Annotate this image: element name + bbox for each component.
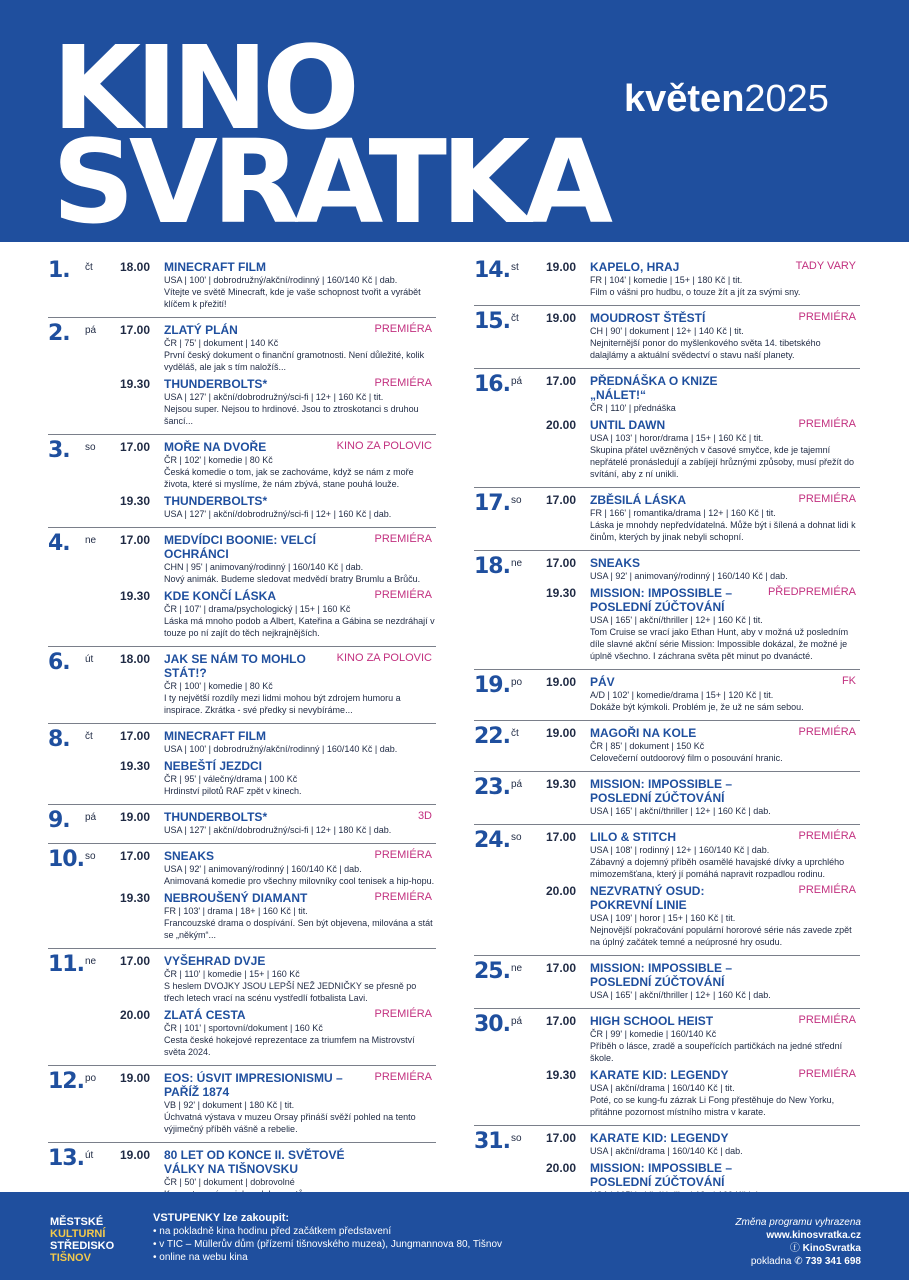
month-label (624, 78, 829, 121)
film-description: Francouzské drama o dospívání. Sen být objevena, milována a stát se „někým“... (164, 918, 433, 940)
day-name: so (85, 442, 96, 453)
screening[interactable] (474, 1131, 860, 1157)
film-tag: PREMIÉRA (798, 1014, 856, 1026)
screening-time: 17.00 (546, 493, 577, 507)
ticket-title: VSTUPENKY lze zakoupit: (153, 1212, 290, 1224)
film-tag: TADY VARY (795, 260, 856, 272)
film-tag: PREMIÉRA (374, 589, 432, 601)
day-number: 13. (48, 1146, 84, 1171)
screening-time: 19.00 (546, 675, 577, 689)
day-block (474, 1009, 860, 1126)
day-number: 31. (474, 1129, 510, 1154)
day-block (48, 805, 436, 844)
film-meta: USA | 103' | horor/drama | 15+ | 160 Kč | tit. (590, 433, 764, 443)
year: 2025 (744, 78, 829, 120)
ticket-line: • v TIC – Müllerův dům (přízemí tišnovského muzea), Jungmannova 80, Tišnov (153, 1239, 503, 1250)
screening[interactable] (474, 726, 860, 764)
screening-time: 20.00 (120, 1008, 151, 1022)
film-meta: USA | 127' | akční/dobrodružný/sci-fi | 12+ | 180 Kč | dab. (164, 825, 392, 835)
screening[interactable] (48, 377, 436, 427)
day-name: čt (85, 262, 93, 273)
film-tag: PREMIÉRA (798, 726, 856, 738)
film-title[interactable]: EOS: ÚSVIT IMPRESIONISMU – PAŘÍŽ 1874 (164, 1071, 343, 1099)
film-meta: USA | 165' | akční/thriller | 12+ | 160 Kč | dab. (590, 806, 771, 816)
day-number: 1. (48, 258, 70, 283)
screening-time: 17.00 (120, 849, 151, 863)
day-name: po (85, 1073, 97, 1084)
film-meta: ČR | 102' | komedie | 80 Kč (164, 455, 273, 465)
screening[interactable] (474, 675, 860, 713)
film-title[interactable]: ZBĚSILÁ LÁSKA (590, 493, 686, 507)
screening-time: 17.00 (546, 1014, 577, 1028)
notice: Změna programu vyhrazena (735, 1217, 861, 1228)
film-title[interactable]: KAPELO, HRAJ (590, 260, 680, 274)
screening-time: 19.30 (120, 759, 151, 773)
film-meta: A/D | 102' | komedie/drama | 15+ | 120 Kč | tit. (590, 690, 774, 700)
logo-word: KULTURNÍ (50, 1228, 106, 1240)
film-description: Poté, co se kung-fu zázrak Li Fong přestěhuje do New Yorku, přitáhne pozornost místního mistra v karate. (590, 1095, 835, 1117)
day-name: čt (85, 731, 93, 742)
film-title[interactable]: KDE KONČÍ LÁSKA (164, 589, 277, 603)
screening[interactable] (48, 759, 436, 797)
film-title[interactable]: ZLATÝ PLÁN (164, 323, 238, 337)
day-name: st (511, 262, 519, 273)
day-block (474, 721, 860, 772)
day-block (48, 949, 436, 1066)
film-meta: FR | 104' | komedie | 15+ | 180 Kč | tit. (590, 275, 743, 285)
day-number: 9. (48, 808, 70, 833)
ticket-line: • na pokladně kina hodinu před začátkem představení (153, 1226, 392, 1237)
screening[interactable] (474, 586, 860, 662)
phone-label: pokladna (750, 1256, 792, 1267)
film-title[interactable]: SNEAKS (590, 556, 641, 570)
film-meta: USA | 108' | rodinný | 12+ | 160/140 Kč | dab. (590, 845, 770, 855)
film-meta: ČR | 100' | komedie | 80 Kč (164, 681, 273, 691)
program-column-left (48, 255, 436, 1208)
film-tag: 3D (417, 810, 432, 822)
screening-time: 19.00 (546, 726, 577, 740)
film-meta: FR | 103' | drama | 18+ | 160 Kč | tit. (164, 906, 308, 916)
website-link[interactable]: www.kinosvratka.cz (766, 1230, 861, 1241)
film-title[interactable]: ZLATÁ CESTA (164, 1008, 246, 1022)
day-number: 24. (474, 828, 510, 853)
film-description: Nejniternější ponor do myšlenkového světa 14. tibetského dalajlámy a aktuální svědectví o stavu naší planety. (590, 338, 821, 360)
screening[interactable] (48, 260, 436, 310)
screening-time: 17.00 (120, 533, 151, 547)
film-meta: USA | 165' | akční/thriller | 12+ | 160 Kč | dab. (590, 990, 771, 1000)
film-title[interactable]: HIGH SCHOOL HEIST (590, 1014, 714, 1028)
film-title[interactable]: MISSION: IMPOSSIBLE – POSLEDNÍ ZÚČTOVÁNÍ (590, 586, 733, 614)
film-tag: PREMIÉRA (798, 1068, 856, 1080)
film-title[interactable]: KARATE KID: LEGENDY (590, 1131, 729, 1145)
day-block (474, 772, 860, 825)
film-description: Celovečerní outdoorový film o posouvání hranic. (590, 753, 783, 763)
day-block (48, 647, 436, 724)
film-description: S heslem DVOJKY JSOU LEPŠÍ NEŽ JEDNIČKY se přesně po třech letech vrací na scénu vystředlí fotbalista Lavi. (164, 981, 417, 1003)
film-tag: PREMIÉRA (374, 891, 432, 903)
film-tag: PREMIÉRA (374, 849, 432, 861)
film-description: Nejsou super. Nejsou to hrdinové. Jsou to ztroskotanci s druhou šancí... (164, 404, 419, 426)
screening-time: 19.00 (120, 1071, 151, 1085)
screening-time: 17.00 (546, 556, 577, 570)
screening-time: 20.00 (546, 418, 577, 432)
day-block (474, 551, 860, 670)
film-title[interactable]: MINECRAFT FILM (164, 260, 266, 274)
phone-number[interactable]: 739 341 698 (805, 1256, 861, 1267)
film-meta: USA | 100' | dobrodružný/akční/rodinný | 160/140 Kč | dab. (164, 275, 398, 285)
film-title[interactable]: UNTIL DAWN (590, 418, 666, 432)
film-title[interactable]: THUNDERBOLTS* (164, 494, 268, 508)
screening[interactable] (48, 891, 436, 941)
film-title[interactable]: NEBROUŠENÝ DIAMANT (164, 891, 308, 905)
screening[interactable] (474, 556, 860, 582)
logo-word: MĚSTSKÉ (50, 1216, 104, 1228)
screening[interactable] (474, 884, 860, 948)
day-number: 10. (48, 847, 84, 872)
screening[interactable] (474, 260, 860, 298)
screening[interactable] (48, 440, 436, 490)
day-block (48, 844, 436, 949)
day-block (48, 435, 436, 528)
day-block (48, 255, 436, 318)
film-description: Vítejte ve světě Minecraft, kde je vaše schopnost tvořit a vyrábět klíčem k přežití! (164, 287, 421, 309)
day-number: 15. (474, 309, 510, 334)
day-number: 12. (48, 1069, 84, 1094)
day-block (474, 306, 860, 369)
film-meta: USA | 127' | akční/dobrodružný/sci-fi | 12+ | 160 Kč | dab. (164, 509, 392, 519)
film-description: Láska je mnohdy nepředvídatelná. Může být i šílená a dohnat lidi k činům, kterých by jinak nebyli schopní. (590, 520, 856, 542)
day-name: ne (85, 535, 97, 546)
screening[interactable] (474, 311, 860, 361)
film-tag: KINO ZA POLOVIC (336, 652, 432, 664)
film-title[interactable]: JAK SE NÁM TO MOHLO STÁT!? (164, 652, 306, 680)
logo-word: STŘEDISKO (50, 1240, 115, 1252)
film-title[interactable]: MISSION: IMPOSSIBLE – POSLEDNÍ ZÚČTOVÁNÍ (590, 961, 733, 989)
film-description: Dokáže být kýmkoli. Problém je, že už ne sám sebou. (590, 702, 804, 712)
screening[interactable] (474, 418, 860, 480)
day-name: so (85, 851, 96, 862)
screening-time: 18.00 (120, 652, 151, 666)
screening-time: 19.30 (546, 586, 577, 600)
screening-time: 19.30 (120, 377, 151, 391)
film-description: Příběh o lásce, zradě a soupeřících partičkách na jedné střední škole. (590, 1041, 843, 1063)
screening-time: 19.00 (546, 311, 577, 325)
film-meta: ČR | 75' | dokument | 140 Kč (164, 338, 279, 348)
film-tag: PREMIÉRA (798, 830, 856, 842)
film-tag: PREMIÉRA (798, 418, 856, 430)
day-block (474, 670, 860, 721)
film-tag: PREMIÉRA (798, 493, 856, 505)
film-meta: ČR | 50' | dokument | dobrovolné (164, 1177, 295, 1187)
phone-icon: ✆ (794, 1256, 803, 1267)
film-title[interactable]: SNEAKS (164, 849, 215, 863)
day-name: pá (511, 779, 523, 790)
screening-time: 20.00 (546, 1161, 577, 1175)
film-meta: USA | 100' | dobrodružný/akční/rodinný | 160/140 Kč | dab. (164, 744, 398, 754)
film-title[interactable]: THUNDERBOLTS* (164, 377, 268, 391)
day-block (48, 724, 436, 805)
film-tag: PREMIÉRA (374, 377, 432, 389)
day-name: so (511, 495, 522, 506)
screening-time: 17.00 (546, 374, 577, 388)
film-description: Nejnovější pokračování populární hororové série nás zavede zpět na úplný začátek temné a neúprosné hry osudu. (590, 925, 852, 947)
screening-time: 19.30 (120, 589, 151, 603)
day-name: so (511, 832, 522, 843)
day-block (474, 825, 860, 956)
film-meta: USA | 92' | animovaný/rodinný | 160/140 Kč | dab. (164, 864, 362, 874)
screening-time: 17.00 (546, 961, 577, 975)
film-title[interactable]: LILO & STITCH (590, 830, 676, 844)
screening[interactable] (474, 777, 860, 817)
screening-time: 19.30 (546, 1068, 577, 1082)
screening[interactable] (474, 961, 860, 1001)
film-title[interactable]: MOŘE NA DVOŘE (164, 440, 267, 454)
screening[interactable] (474, 374, 860, 414)
film-title[interactable]: VYŠEHRAD DVJE (164, 954, 266, 968)
day-number: 3. (48, 438, 70, 463)
day-number: 14. (474, 258, 510, 283)
day-name: ne (511, 963, 523, 974)
month-name: květen (624, 78, 745, 120)
day-name: čt (511, 313, 519, 324)
film-tag: FK (841, 675, 856, 687)
day-name: čt (511, 728, 519, 739)
logo-line-1: KINO (52, 22, 354, 156)
film-meta: CH | 90' | dokument | 12+ | 140 Kč | tit. (590, 326, 744, 336)
screening-time: 17.00 (546, 1131, 577, 1145)
film-tag: PREMIÉRA (374, 1008, 432, 1020)
facebook-link[interactable]: KinoSvratka (802, 1243, 861, 1254)
film-meta: VB | 92' | dokument | 180 Kč | tit. (164, 1100, 295, 1110)
film-tag: PREMIÉRA (374, 533, 432, 545)
footer (0, 1192, 909, 1280)
day-number: 23. (474, 775, 510, 800)
screening[interactable] (474, 493, 860, 543)
day-number: 11. (48, 952, 84, 977)
film-description: Česká komedie o tom, jak se zachováme, když se nám z moře života, které si myslíme, že nám zbývá, stane pouhá louže. (164, 467, 414, 489)
screening[interactable] (48, 589, 436, 639)
screening[interactable] (48, 533, 436, 585)
film-meta: ČR | 101' | sportovní/dokument | 160 Kč (164, 1023, 323, 1033)
screening[interactable] (48, 729, 436, 755)
film-title[interactable]: KARATE KID: LEGENDY (590, 1068, 729, 1082)
organizer-logo (50, 1216, 114, 1264)
screening-time: 19.00 (120, 810, 151, 824)
film-description: Láska má mnoho podob a Albert, Kateřina a Gábina se nezdráhají v touze po ní zajít do těch nejkrajnějších. (164, 616, 435, 638)
day-number: 22. (474, 724, 510, 749)
film-tag: PREMIÉRA (374, 1071, 432, 1083)
film-tag: PREMIÉRA (798, 884, 856, 896)
screening[interactable] (48, 323, 436, 373)
day-name: pá (85, 325, 97, 336)
screening[interactable] (474, 830, 860, 880)
film-description: Zábavný a dojemný příběh osamělé havajské dívky a uprchlého mimozemšťana, který jí pomáhá napravit rozpadlou rodinu. (590, 857, 845, 879)
film-meta: USA | akční/drama | 160/140 Kč | dab. (590, 1146, 743, 1156)
film-title[interactable]: NEZVRATNÝ OSUD: POKREVNÍ LINIE (590, 884, 705, 912)
ticket-line: • online na webu kina (153, 1252, 248, 1263)
film-title[interactable]: PŘEDNÁŠKA O KNIZE „NÁLET!“ (590, 374, 718, 402)
day-number: 6. (48, 650, 70, 675)
film-description: Hrdinství pilotů RAF zpět v kinech. (164, 786, 302, 796)
film-description: Cesta české hokejové reprezentace za triumfem na Mistrovství světa 2024. (164, 1035, 415, 1057)
screening[interactable] (48, 954, 436, 1004)
film-meta: ČR | 99' | komedie | 160/140 Kč (590, 1029, 717, 1039)
day-name: ne (85, 956, 97, 967)
film-title[interactable]: MEDVÍDCI BOONIE: VELCÍ OCHRÁNCI (164, 533, 317, 561)
film-meta: USA | akční/drama | 160/140 Kč | tit. (590, 1083, 735, 1093)
film-meta: FR | 166' | romantika/drama | 12+ | 160 Kč | tit. (590, 508, 776, 518)
day-number: 16. (474, 372, 510, 397)
day-block (474, 956, 860, 1009)
day-name: út (85, 1150, 94, 1161)
screening-time: 19.30 (546, 777, 577, 791)
day-number: 25. (474, 959, 510, 984)
screening-time: 19.30 (120, 494, 151, 508)
day-name: pá (511, 376, 523, 387)
screening[interactable] (48, 652, 436, 716)
film-description: Tom Cruise se vrací jako Ethan Hunt, aby v možná už posledním díle slavné akční série Mission: Impossible dokázal, že možné je úplně všechno. I záchrana světa pět minut po dvanácté. (590, 627, 849, 661)
screening[interactable] (48, 1071, 436, 1135)
screening-time: 17.00 (120, 954, 151, 968)
film-title[interactable]: MOUDROST ŠTĚSTÍ (590, 311, 706, 325)
ticket-info (153, 1212, 502, 1264)
film-description: Film o vášni pro hudbu, o touze žít a jít za svými sny. (590, 287, 801, 297)
film-description: Animovaná komedie pro všechny milovníky cool tenisek a hip-hopu. (164, 876, 435, 886)
screening-time: 18.00 (120, 260, 151, 274)
screening-time: 19.30 (120, 891, 151, 905)
day-number: 2. (48, 321, 70, 346)
screening-time: 17.00 (546, 830, 577, 844)
film-meta: ČR | 110' | komedie | 15+ | 160 Kč (164, 969, 300, 979)
film-description: Skupina přátel uvězněných v časové smyčce, kde je tajemní nepřátelé pronásledují a zabíjejí hrůznými způsoby, musí přežít do svítání, aby z ní unikli. (590, 445, 854, 479)
film-meta: USA | 92' | animovaný/rodinný | 160/140 Kč | dab. (590, 571, 788, 581)
screening[interactable] (48, 810, 436, 836)
facebook-icon: ⓕ (789, 1243, 800, 1254)
day-block (474, 369, 860, 488)
screening-time: 20.00 (546, 884, 577, 898)
day-block (48, 1066, 436, 1143)
day-block (474, 488, 860, 551)
film-meta: ČR | 85' | dokument | 150 Kč (590, 741, 705, 751)
day-number: 8. (48, 727, 70, 752)
program-column-right (474, 255, 860, 1209)
film-title[interactable]: MAGOŘI NA KOLE (590, 726, 697, 740)
film-tag: PREMIÉRA (374, 323, 432, 335)
day-name: po (511, 677, 523, 688)
film-description: Úchvatná výstava v muzeu Orsay přináší svěží pohled na tento výjimečný příběh vášně a rebelie. (164, 1112, 416, 1134)
screening-time: 17.00 (120, 440, 151, 454)
day-name: út (85, 654, 94, 665)
film-tag: KINO ZA POLOVIC (336, 440, 432, 452)
screening-time: 19.00 (120, 1148, 151, 1162)
film-description: Nový animák. Budeme sledovat medvědí bratry Brumlu a Brůču. (164, 574, 421, 584)
film-meta: USA | 165' | akční/thriller | 12+ | 160 Kč | tit. (590, 615, 763, 625)
film-meta: ČR | 110' | přednáška (590, 403, 676, 413)
day-number: 19. (474, 673, 510, 698)
screening-time: 17.00 (120, 729, 151, 743)
film-meta: CHN | 95' | animovaný/rodinný | 160/140 Kč | dab. (164, 562, 364, 572)
film-title[interactable]: THUNDERBOLTS* (164, 810, 268, 824)
day-name: so (511, 1133, 522, 1144)
day-number: 18. (474, 554, 510, 579)
contact-info (735, 1216, 861, 1268)
screening-time: 19.00 (546, 260, 577, 274)
screening[interactable] (48, 494, 436, 520)
logo-line-2: SVRATKA (52, 116, 608, 250)
day-number: 4. (48, 531, 70, 556)
day-number: 17. (474, 491, 510, 516)
screening[interactable] (474, 1014, 860, 1064)
film-title[interactable]: MINECRAFT FILM (164, 729, 266, 743)
day-name: pá (511, 1016, 523, 1027)
day-number: 30. (474, 1012, 510, 1037)
film-meta: USA | 127' | akční/dobrodružný/sci-fi | 12+ | 160 Kč | tit. (164, 392, 384, 402)
film-meta: USA | 109' | horor | 15+ | 160 Kč | tit. (590, 913, 736, 923)
film-meta: ČR | 95' | válečný/drama | 100 Kč (164, 774, 298, 784)
screening[interactable] (474, 1068, 860, 1118)
header-banner (0, 0, 909, 250)
film-title[interactable]: NEBEŠTÍ JEZDCI (164, 759, 263, 773)
film-meta: ČR | 107' | drama/psychologický | 15+ | 160 Kč (164, 604, 351, 614)
film-title[interactable]: 80 LET OD KONCE II. SVĚTOVÉ VÁLKY NA TIŠNOVSKU (164, 1148, 345, 1176)
screening[interactable] (48, 1008, 436, 1058)
logo-word: TIŠNOV (50, 1252, 91, 1264)
screening[interactable] (48, 849, 436, 887)
day-block (48, 528, 436, 647)
day-name: ne (511, 558, 523, 569)
day-block (474, 255, 860, 306)
film-description: I ty největší rozdíly mezi lidmi mohou být zdrojem humoru a inspirace. Zkrátka - své předky si nevybíráme... (164, 693, 401, 715)
screening-time: 17.00 (120, 323, 151, 337)
film-title[interactable]: MISSION: IMPOSSIBLE – POSLEDNÍ ZÚČTOVÁNÍ (590, 777, 733, 805)
film-description: První český dokument o finanční gramotnosti. Není důležité, kolik vyděláš, ale jak s tím naložíš... (164, 350, 425, 372)
day-block (48, 318, 436, 435)
film-tag: PŘEDPREMIÉRA (767, 586, 856, 598)
film-title[interactable]: PÁV (590, 675, 615, 689)
film-title[interactable]: MISSION: IMPOSSIBLE – POSLEDNÍ ZÚČTOVÁNÍ (590, 1161, 733, 1189)
film-tag: PREMIÉRA (798, 311, 856, 323)
day-name: pá (85, 812, 97, 823)
